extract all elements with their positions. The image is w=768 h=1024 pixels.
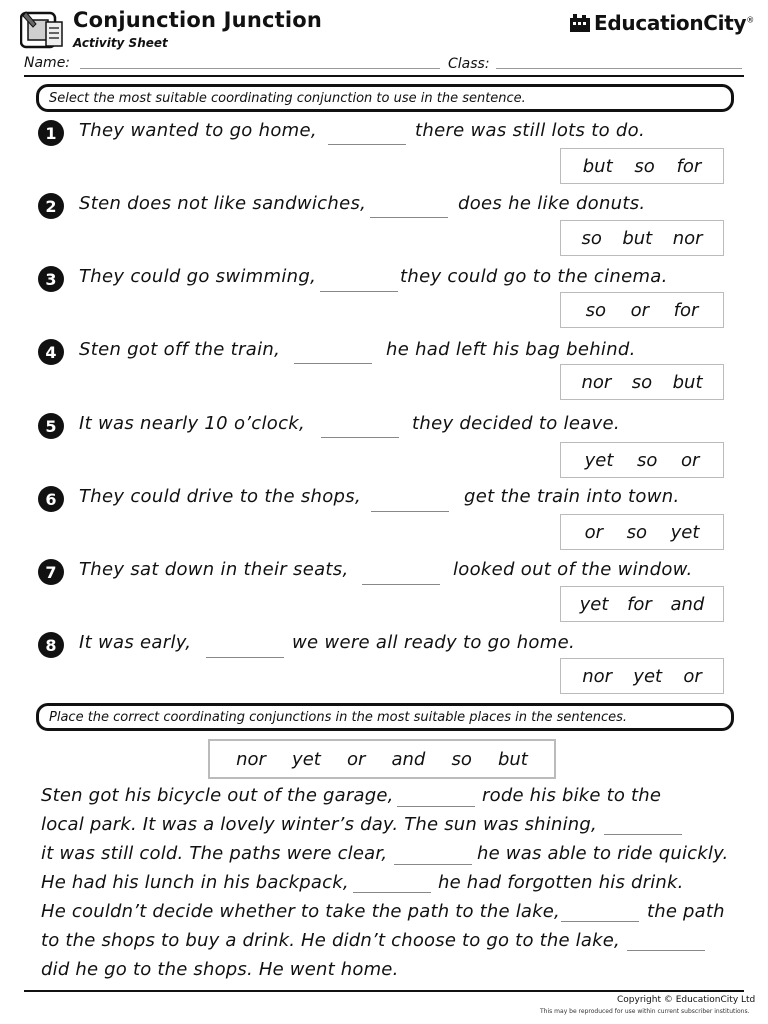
answer-blank[interactable] <box>206 657 284 658</box>
paragraph-line: it was still cold. The paths were clear, <box>41 843 388 864</box>
word-bank-item[interactable]: or <box>346 748 366 770</box>
question-number: 7 <box>38 559 64 585</box>
options-box <box>560 292 724 328</box>
reproduction-note: This may be reproduced for use within current subscriber institutions. <box>540 1008 750 1015</box>
option-word[interactable]: and <box>670 593 705 615</box>
word-bank-item[interactable]: and <box>391 748 426 770</box>
question-text-after: they could go to the cinema. <box>400 266 668 287</box>
answer-blank[interactable] <box>397 806 475 807</box>
paragraph-line-end: he was able to ride quickly. <box>477 843 729 864</box>
option-word[interactable]: nor <box>672 227 703 249</box>
answer-blank[interactable] <box>371 511 449 512</box>
paragraph-line-end: rode his bike to the <box>482 785 662 806</box>
question-text-after: does he like donuts. <box>458 193 646 214</box>
option-word[interactable]: but <box>582 155 613 177</box>
option-word[interactable]: yet <box>584 449 614 471</box>
question-number: 6 <box>38 486 64 512</box>
educationcity-logo-icon <box>570 14 590 32</box>
question-text-before: Sten does not like sandwiches, <box>79 193 367 214</box>
paragraph-line: did he go to the shops. He went home. <box>41 959 399 980</box>
question-number: 5 <box>38 413 64 439</box>
word-bank-item[interactable]: nor <box>236 748 266 770</box>
page-title: Conjunction Junction <box>73 8 323 32</box>
footer-divider <box>24 990 744 992</box>
option-word[interactable]: so <box>581 227 602 249</box>
options-box <box>560 364 724 400</box>
word-bank-item[interactable]: yet <box>292 748 321 770</box>
instruction-box-1 <box>36 84 734 112</box>
option-word[interactable]: so <box>631 371 653 393</box>
option-word[interactable]: or <box>584 521 604 543</box>
options-box <box>560 586 724 622</box>
paragraph-line: Sten got his bicycle out of the garage, <box>41 785 394 806</box>
option-word[interactable]: yet <box>670 521 700 543</box>
brand-registered-mark: ® <box>746 15 754 25</box>
instruction-box-2 <box>36 703 734 731</box>
question-text-before: They could drive to the shops, <box>79 486 361 507</box>
question-number: 2 <box>38 193 64 219</box>
name-field[interactable] <box>80 68 440 69</box>
option-word[interactable]: but <box>672 371 703 393</box>
question-text-after: looked out of the window. <box>453 559 693 580</box>
options-box <box>560 658 724 694</box>
question-text-before: It was early, <box>79 632 192 653</box>
option-word[interactable]: yet <box>633 665 663 687</box>
class-label: Class: <box>448 56 490 72</box>
question-text-before: They could go swimming, <box>79 266 317 287</box>
word-bank-item[interactable]: so <box>451 748 472 770</box>
option-word[interactable]: so <box>626 521 647 543</box>
option-word[interactable]: yet <box>579 593 609 615</box>
class-field[interactable] <box>496 68 742 69</box>
options-box <box>560 442 724 478</box>
paragraph-line: local park. It was a lovely winter’s day. The sun was shining, <box>41 814 597 835</box>
instruction-text-1: Select the most suitable coordinating conjunction to use in the sentence. <box>49 90 526 106</box>
question-text-after: he had left his bag behind. <box>386 339 636 360</box>
paragraph-line-end: he had forgotten his drink. <box>438 872 684 893</box>
answer-blank[interactable] <box>328 144 406 145</box>
name-label: Name: <box>24 55 71 71</box>
option-word[interactable]: but <box>622 227 653 249</box>
answer-blank[interactable] <box>370 217 448 218</box>
word-bank-item[interactable]: but <box>497 748 528 770</box>
question-text-before: Sten got off the train, <box>79 339 281 360</box>
option-word[interactable]: nor <box>581 371 612 393</box>
question-number: 8 <box>38 632 64 658</box>
question-text-before: They wanted to go home, <box>79 120 317 141</box>
question-text-after: there was still lots to do. <box>415 120 645 141</box>
brand-name: EducationCity® <box>594 11 754 35</box>
copyright-text: Copyright © EducationCity Ltd <box>617 995 756 1005</box>
option-word[interactable]: for <box>673 299 699 321</box>
answer-blank[interactable] <box>561 921 639 922</box>
option-word[interactable]: so <box>585 299 606 321</box>
header-divider <box>24 75 744 77</box>
activity-sheet-logo-icon <box>20 10 64 50</box>
option-word[interactable]: so <box>636 449 658 471</box>
answer-blank[interactable] <box>353 892 431 893</box>
option-word[interactable]: for <box>676 155 702 177</box>
options-box <box>560 148 724 184</box>
paragraph-line-end: the path <box>647 901 725 922</box>
answer-blank[interactable] <box>320 291 398 292</box>
answer-blank[interactable] <box>394 864 472 865</box>
paragraph-line: He had his lunch in his backpack, <box>41 872 349 893</box>
options-box <box>560 220 724 256</box>
question-text-after: we were all ready to go home. <box>292 632 575 653</box>
answer-blank[interactable] <box>627 950 705 951</box>
paragraph-line: to the shops to buy a drink. He didn’t choose to go to the lake, <box>41 930 620 951</box>
instruction-text-2: Place the correct coordinating conjunctions in the most suitable places in the sentences. <box>49 709 627 725</box>
answer-blank[interactable] <box>362 584 440 585</box>
option-word[interactable]: for <box>627 593 652 615</box>
brand-logo <box>570 10 754 36</box>
question-text-after: get the train into town. <box>464 486 680 507</box>
question-text-before: They sat down in their seats, <box>79 559 349 580</box>
option-word[interactable]: or <box>683 665 702 687</box>
question-number: 1 <box>38 120 64 146</box>
answer-blank[interactable] <box>321 437 399 438</box>
answer-blank[interactable] <box>294 363 372 364</box>
paragraph-line: He couldn’t decide whether to take the path to the lake, <box>41 901 560 922</box>
option-word[interactable]: so <box>634 155 655 177</box>
word-bank <box>208 739 556 779</box>
option-word[interactable]: nor <box>582 665 613 687</box>
question-text-before: It was nearly 10 o’clock, <box>79 413 306 434</box>
answer-blank[interactable] <box>604 834 682 835</box>
options-box <box>560 514 724 550</box>
page-subtitle: Activity Sheet <box>73 36 168 50</box>
option-word[interactable]: or <box>680 449 700 471</box>
option-word[interactable]: or <box>630 299 650 321</box>
question-number: 4 <box>38 339 64 365</box>
question-text-after: they decided to leave. <box>412 413 620 434</box>
question-number: 3 <box>38 266 64 292</box>
